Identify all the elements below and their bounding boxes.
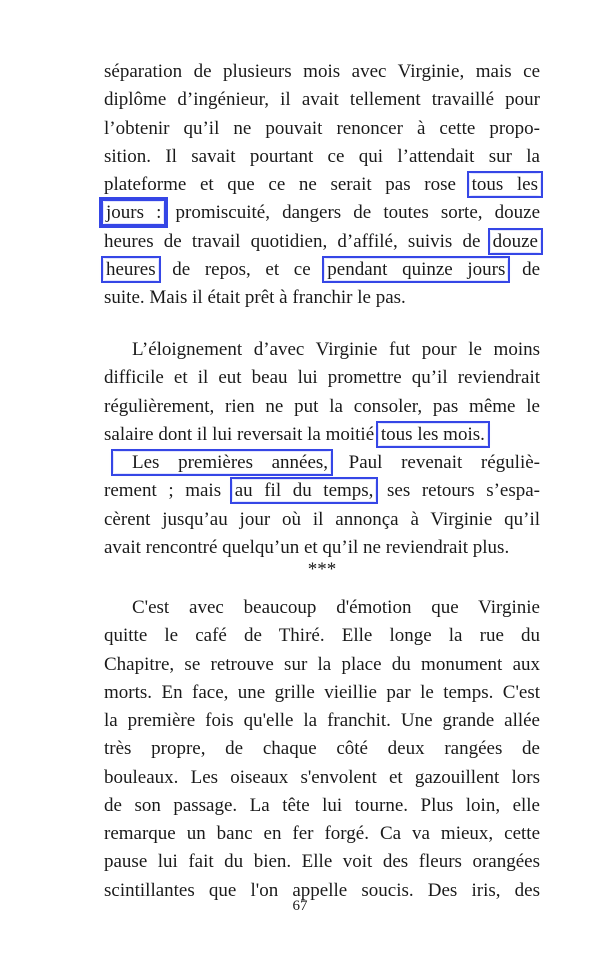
- text-line: [104, 451, 540, 475]
- text-segment: Paul revenait réguliè-: [330, 452, 540, 473]
- text-segment: de son passage. La tête lui tourne. Plus loin, elle: [104, 794, 540, 816]
- text-segment: salaire dont il lui reversait la moitié: [104, 423, 379, 445]
- text-line: [104, 395, 540, 419]
- highlight-box: tous les mois.: [380, 423, 485, 445]
- text-segment: difficile et il eut beau lui promettre qu’il reviendrait: [104, 367, 540, 389]
- text-segment: scintillantes que l'on appelle soucis. Des iris, des: [104, 879, 540, 901]
- text-segment: pause lui fait du bien. Elle voit des fleurs orangées: [104, 851, 540, 873]
- section-separator: ***: [307, 559, 337, 580]
- text-line: [104, 117, 540, 141]
- text-segment: plateforme et que ce ne serait pas rose: [104, 174, 470, 195]
- text-line: [104, 536, 540, 560]
- text-line: [104, 624, 540, 648]
- text-line: [104, 201, 540, 225]
- text-line: [104, 145, 540, 169]
- text-segment: heures de travail quotidien, d’affilé, suivis de: [104, 230, 491, 252]
- text-line: [104, 230, 540, 254]
- text-line: [104, 88, 540, 112]
- text-line: [104, 258, 540, 282]
- page-number: 67: [292, 898, 308, 914]
- text-segment: cèrent jusqu’au jour où il annonça à Virginie qu’il: [104, 508, 540, 530]
- highlight-box: heures: [106, 258, 156, 280]
- text-segment: rement ; mais: [104, 480, 233, 502]
- highlight-box: jours :: [106, 202, 162, 224]
- text-line: [104, 709, 540, 733]
- text-line: [104, 423, 540, 447]
- text-segment: ses retours s’espa-: [375, 480, 541, 502]
- highlight-box: pendant quinze jours: [327, 258, 506, 280]
- text-line: [104, 173, 540, 197]
- highlight-box: tous les: [471, 174, 538, 195]
- text-segment: Chapitre, se retrouve sur la place du monument aux: [104, 653, 540, 675]
- text-line: [104, 822, 540, 846]
- text-segment: bouleaux. Les oiseaux s'envolent et gazouillent lors: [104, 766, 540, 788]
- text-segment: de: [507, 258, 540, 280]
- text-line: [104, 766, 540, 790]
- text-segment: quitte le café de Thiré. Elle longe la rue du: [104, 625, 540, 647]
- text-segment: remarque un banc en fer forgé. Ca va mieux, cette: [104, 823, 540, 844]
- text-segment: très propre, de chaque côté deux rangées de: [104, 738, 540, 760]
- text-segment: L’éloignement d’avec Virginie fut pour le moins: [132, 339, 540, 360]
- highlight-box: au fil du temps,: [234, 480, 374, 502]
- text-line: [104, 479, 540, 503]
- text-line: [104, 794, 540, 818]
- text-line: [104, 681, 540, 705]
- text-line: [104, 596, 540, 620]
- text-line: [104, 60, 540, 84]
- text-line: [104, 737, 540, 761]
- text-segment: avait rencontré quelqu’un et qu’il ne reviendrait plus.: [104, 536, 510, 558]
- text-segment: sition. Il savait pourtant ce qui l’attendait sur la: [104, 145, 540, 167]
- text-segment: promiscuité, dangers de toutes sorte, douze: [163, 202, 540, 224]
- text-segment: morts. En face, une grille vieillie par le temps. C'est: [104, 681, 540, 703]
- text-segment: séparation de plusieurs mois avec Virginie, mais ce: [104, 61, 540, 82]
- text-segment: C'est avec beaucoup d'émotion que Virginie: [132, 597, 540, 618]
- highlight-box: douze: [492, 230, 538, 252]
- text-segment: diplôme d’ingénieur, il avait tellement travaillé pour: [104, 89, 540, 111]
- text-segment: l’obtenir qu’il ne pouvait renoncer à cette propo-: [104, 117, 540, 139]
- highlight-box: Les premières années,: [114, 452, 330, 473]
- text-line: [104, 366, 540, 390]
- text-segment: la première fois qu'elle la franchit. Une grande allée: [104, 710, 540, 731]
- text-segment: suite. Mais il était prêt à franchir le pas.: [104, 287, 406, 308]
- text-line: [104, 286, 540, 310]
- text-segment: de repos, et ce: [157, 258, 326, 280]
- text-line: [104, 653, 540, 677]
- text-line: [104, 338, 540, 362]
- text-line: [104, 850, 540, 874]
- text-line: [104, 508, 540, 532]
- text-segment: régulièrement, rien ne put la consoler, pas même le: [104, 395, 540, 417]
